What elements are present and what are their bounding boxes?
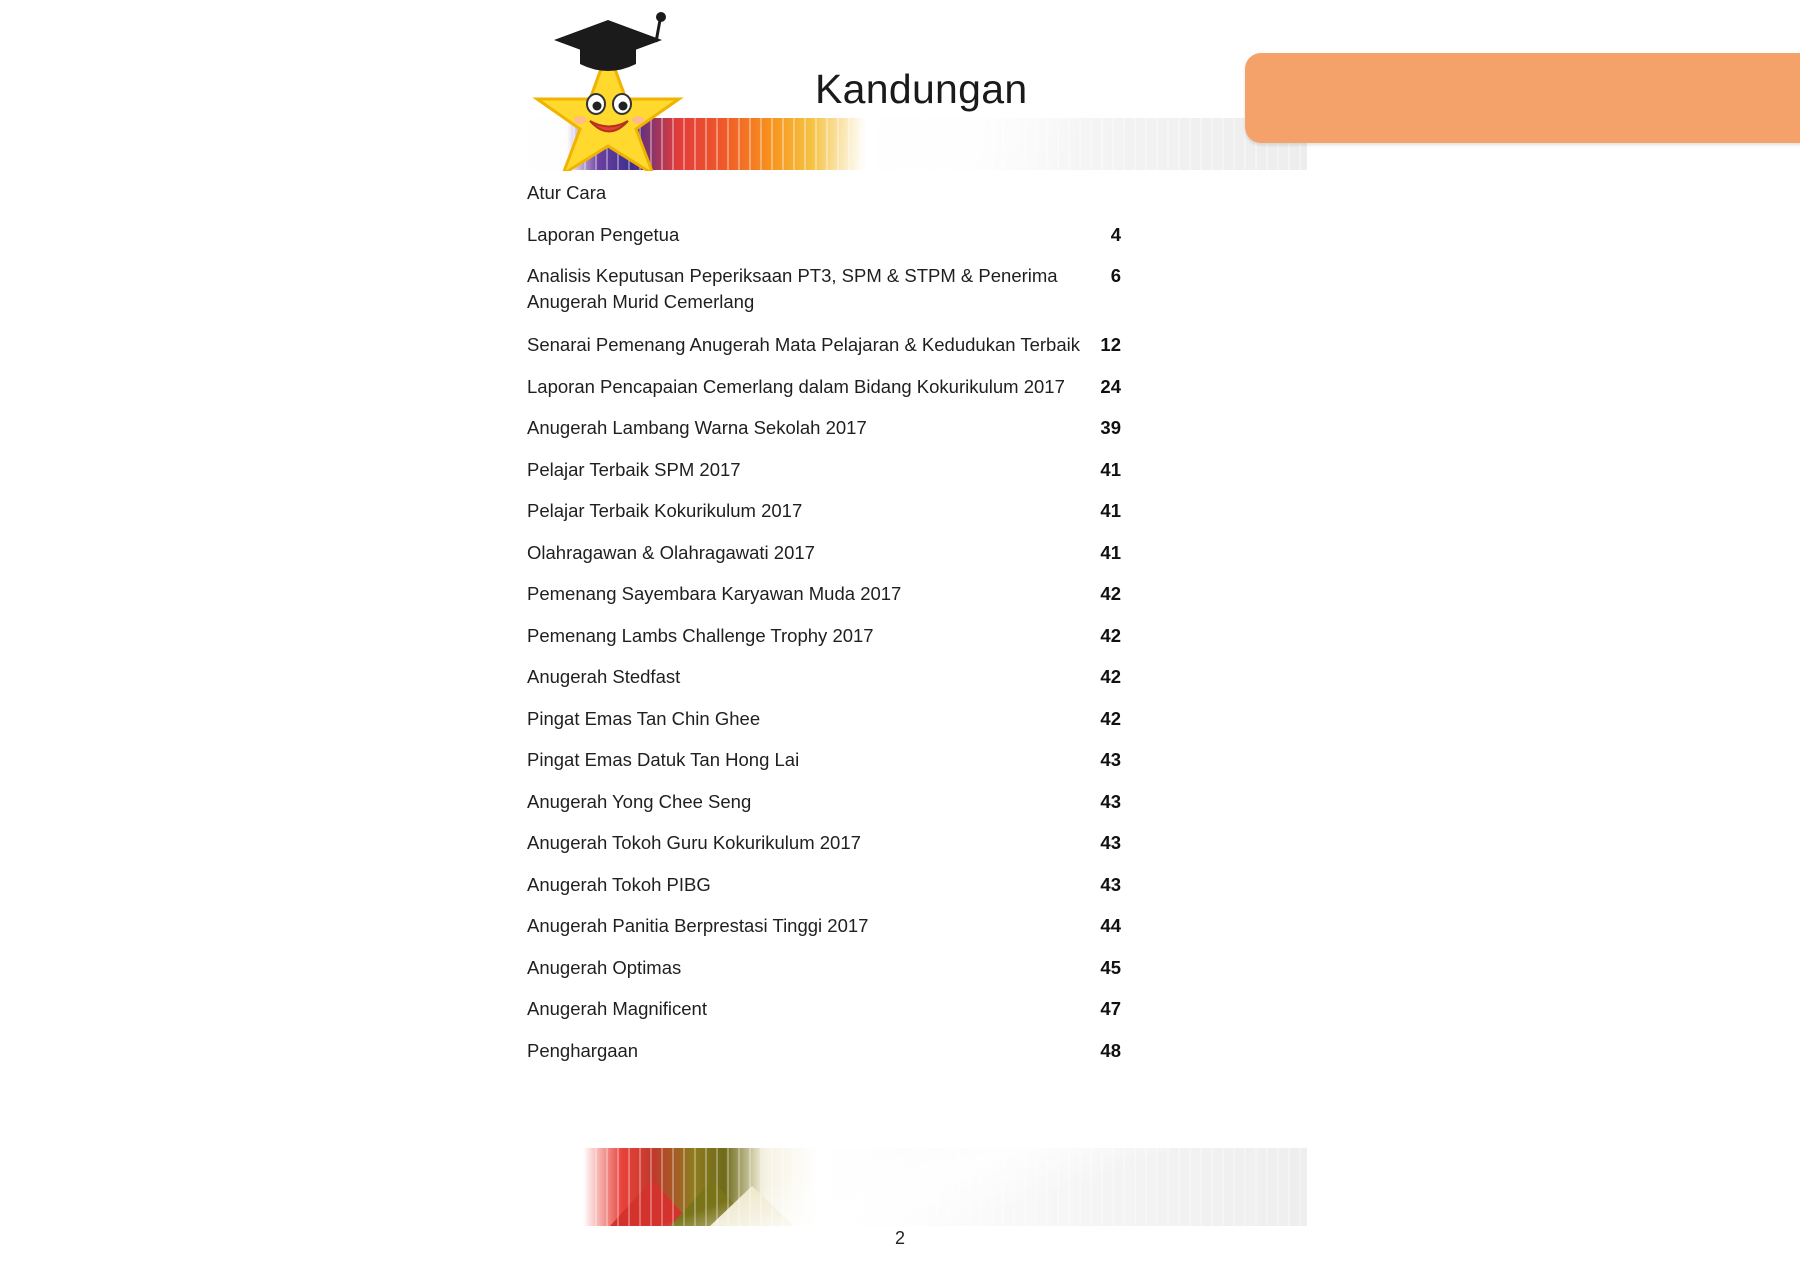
toc-entry-label: Anugerah Tokoh PIBG	[527, 873, 711, 895]
toc-entry-page: 43	[1100, 873, 1121, 895]
toc-entry-label: Pemenang Sayembara Karyawan Muda 2017	[527, 583, 902, 605]
chevron-shape-red	[610, 1180, 694, 1226]
star-mascot-graduate-icon	[528, 6, 688, 171]
toc-entry-page: 4	[1110, 223, 1121, 245]
toc-entry-page: 24	[1100, 375, 1121, 397]
toc-entry-label: Anugerah Yong Chee Seng	[527, 790, 752, 812]
toc-entry-label: Anugerah Lambang Warna Sekolah 2017	[527, 417, 867, 439]
toc-entry-label: Anugerah Tokoh Guru Kokurikulum 2017	[527, 832, 861, 854]
toc-entry-page: 48	[1100, 1039, 1121, 1061]
toc-entry-label: Pingat Emas Datuk Tan Hong Lai	[527, 749, 800, 771]
toc-entry-page: 45	[1100, 956, 1121, 978]
toc-entry[interactable]	[527, 747, 1287, 773]
toc-entry[interactable]	[527, 955, 1287, 981]
page-number: 2	[894, 1228, 905, 1248]
toc-entry-page: 42	[1100, 707, 1121, 729]
toc-entry[interactable]	[527, 415, 1287, 441]
toc-entry-label: Penghargaan	[527, 1039, 639, 1061]
toc-entry-page: 43	[1100, 749, 1121, 771]
toc-entry-label: Olahragawan & Olahragawati 2017	[527, 541, 815, 563]
toc-entry-label: Anugerah Stedfast	[527, 666, 681, 688]
toc-entry[interactable]	[527, 830, 1287, 856]
toc-entry-page: 41	[1100, 458, 1121, 480]
toc-entry[interactable]	[527, 706, 1287, 732]
toc-entry-page: 42	[1100, 624, 1121, 646]
chevron-shape-olive	[670, 1180, 754, 1226]
toc-entry-label: Pingat Emas Tan Chin Ghee	[527, 707, 761, 729]
toc-entry-label: Anugerah Magnificent	[527, 998, 707, 1020]
toc-entry-page: 44	[1100, 915, 1121, 937]
toc-entry[interactable]	[527, 222, 1287, 248]
toc-entry[interactable]	[527, 872, 1287, 898]
toc-entry[interactable]	[527, 996, 1287, 1022]
toc-entry-page: 47	[1100, 998, 1121, 1020]
toc-entry-page: 41	[1100, 541, 1121, 563]
toc-entry-page: 42	[1100, 583, 1121, 605]
toc-entry[interactable]	[527, 581, 1287, 607]
toc-entry-label: Anugerah Optimas	[527, 956, 682, 978]
toc-entry-label: Atur Cara	[527, 182, 607, 203]
toc-entry-label: Anugerah Panitia Berprestasi Tinggi 2017	[527, 915, 869, 937]
toc-entry-page: 43	[1100, 832, 1121, 854]
toc-entry[interactable]	[527, 457, 1287, 483]
toc-entry-label: Laporan Pencapaian Cemerlang dalam Bidang Kokurikulum 2017	[527, 375, 1065, 397]
title-banner	[1245, 53, 1800, 143]
toc-entry-label: Pelajar Terbaik SPM 2017	[527, 458, 741, 480]
toc-entry-page: 42	[1100, 666, 1121, 688]
toc-entry[interactable]	[527, 332, 1287, 358]
toc-entry[interactable]	[527, 789, 1287, 815]
page-title: Kandungan	[815, 66, 1028, 112]
toc-entry[interactable]	[527, 913, 1287, 939]
toc-entry[interactable]	[527, 1038, 1287, 1064]
table-of-contents	[527, 180, 1287, 1079]
toc-entry[interactable]	[527, 540, 1287, 566]
toc-entry-page: 39	[1100, 417, 1121, 439]
toc-entry-page: 6	[1110, 265, 1121, 287]
toc-entry-label: Pemenang Lambs Challenge Trophy 2017	[527, 624, 874, 646]
decorative-ribbon-bottom	[520, 1148, 1307, 1226]
toc-entry[interactable]	[527, 664, 1287, 690]
toc-entry[interactable]	[527, 374, 1287, 400]
toc-entry-page: 12	[1100, 334, 1121, 356]
toc-entry-label: Laporan Pengetua	[527, 223, 680, 245]
toc-entry[interactable]	[527, 623, 1287, 649]
toc-entry[interactable]	[527, 180, 1287, 206]
toc-entry-label: Senarai Pemenang Anugerah Mata Pelajaran & Kedudukan Terbaik	[527, 334, 1080, 356]
toc-entry-page: 43	[1100, 790, 1121, 812]
toc-entry-page: 41	[1100, 500, 1121, 522]
toc-entry-label: Pelajar Terbaik Kokurikulum 2017	[527, 500, 803, 522]
chevron-shape-cream	[710, 1186, 794, 1226]
toc-entry[interactable]	[527, 498, 1287, 524]
toc-entry[interactable]	[527, 263, 1287, 314]
toc-entry-label: Analisis Keputusan Peperiksaan PT3, SPM & STPM & Penerima Anugerah Murid Cemerlang	[527, 265, 1058, 312]
